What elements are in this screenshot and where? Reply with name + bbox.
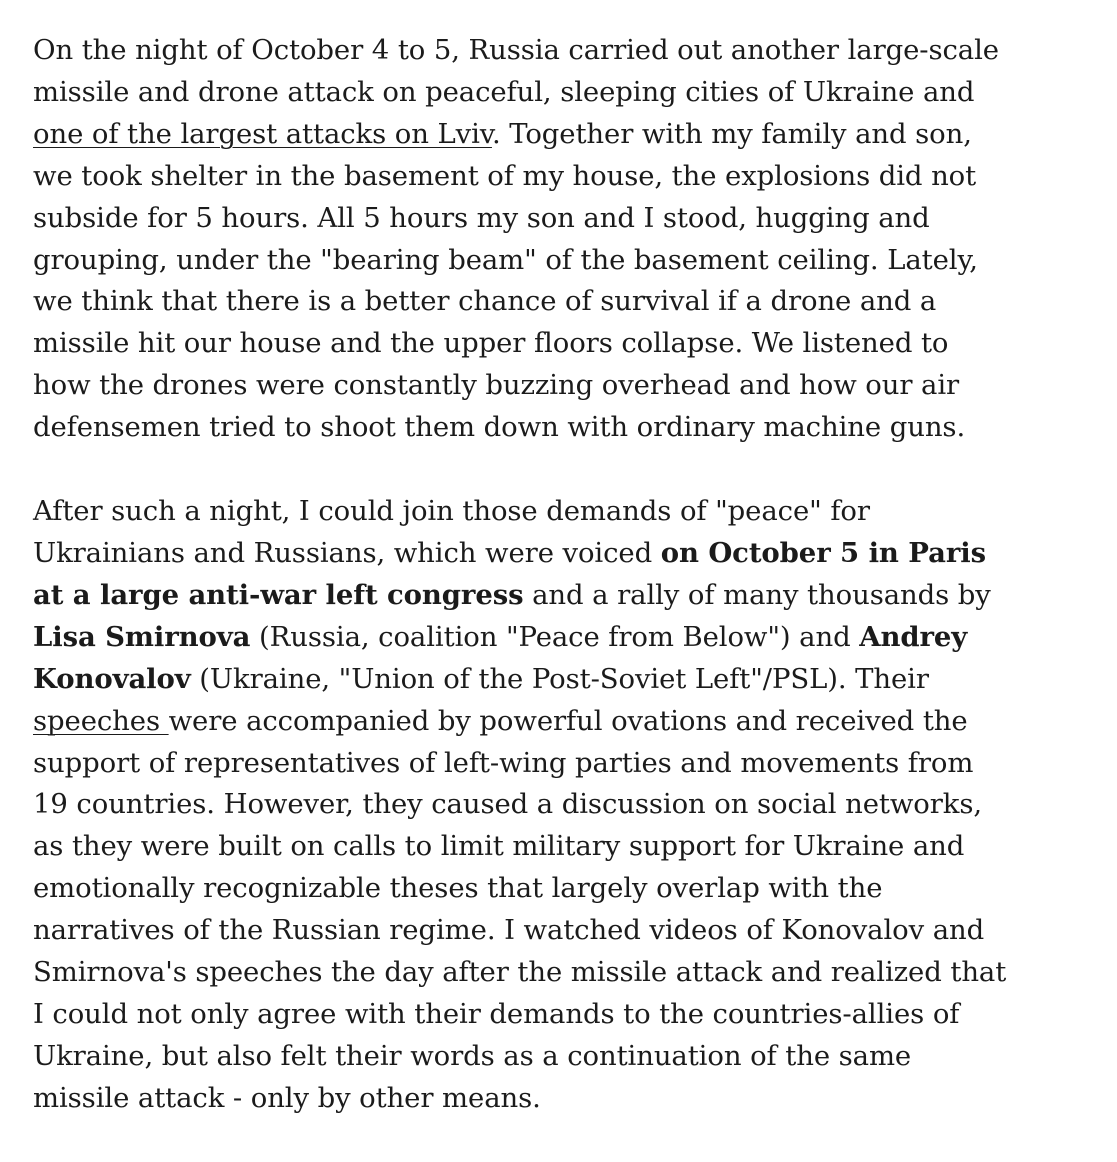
bold-text: on October 5 in Paris xyxy=(660,536,986,569)
paragraph-2 xyxy=(33,491,1073,1120)
bold-name-andrey: Andrey xyxy=(859,620,968,653)
paragraph-1 xyxy=(33,30,1073,449)
text-line: Smirnova's speeches the day after the missile attack and realized that xyxy=(33,956,1007,989)
article-body xyxy=(33,30,1073,1162)
text-line xyxy=(33,114,1073,156)
text-line: we think that there is a better chance of survival if a drone and a xyxy=(33,285,937,318)
speeches-link[interactable]: speeches xyxy=(33,704,169,737)
text-line: missile hit our house and the upper floors collapse. We listened to xyxy=(33,327,949,360)
text-line xyxy=(33,575,1073,617)
lviv-attack-link[interactable]: one of the largest attacks on Lviv xyxy=(33,117,492,150)
text-line: subside for 5 hours. All 5 hours my son and I stood, hugging and xyxy=(33,201,930,234)
text-line: we took shelter in the basement of my house, the explosions did not xyxy=(33,159,977,192)
text-line: grouping, under the "bearing beam" of the basement ceiling. Lately, xyxy=(33,243,978,276)
text-line: missile attack - only by other means. xyxy=(33,1081,541,1114)
text-line: how the drones were constantly buzzing overhead and how our air xyxy=(33,369,960,402)
text-line: On the night of October 4 to 5, Russia carried out another large-scale xyxy=(33,34,999,66)
text-line xyxy=(33,533,1073,575)
text-fragment: Ukrainians and Russians, which were voiced xyxy=(33,536,661,569)
text-fragment: (Ukraine, "Union of the Post-Soviet Left"/PSL). Their xyxy=(190,662,929,695)
bold-name-smirnova: Lisa Smirnova xyxy=(33,620,251,653)
text-line: support of representatives of left-wing parties and movements from xyxy=(33,746,974,779)
text-line: emotionally recognizable theses that largely overlap with the xyxy=(33,872,883,905)
text-fragment: (Russia, coalition "Peace from Below") and xyxy=(250,620,860,653)
text-line: missile and drone attack on peaceful, sleeping cities of Ukraine and xyxy=(33,75,975,108)
text-line: After such a night, I could join those demands of "peace" for xyxy=(33,495,870,528)
text-line: as they were built on calls to limit military support for Ukraine and xyxy=(33,830,965,863)
text-line: I could not only agree with their demands to the countries-allies of xyxy=(33,997,960,1030)
text-line: 19 countries. However, they caused a discussion on social networks, xyxy=(33,788,982,821)
text-fragment: were accompanied by powerful ovations and received the xyxy=(168,704,968,737)
bold-text: at a large anti-war left congress xyxy=(33,578,524,611)
bold-name-konovalov: Konovalov xyxy=(33,662,191,695)
text-line: Ukraine, but also felt their words as a continuation of the same xyxy=(33,1039,912,1072)
text-line xyxy=(33,701,1073,743)
text-line: defensemen tried to shoot them down with ordinary machine guns. xyxy=(33,411,966,444)
text-fragment: and a rally of many thousands by xyxy=(523,578,991,611)
text-line: narratives of the Russian regime. I watched videos of Konovalov and xyxy=(33,914,985,947)
text-fragment: . Together with my family and son, xyxy=(491,117,972,150)
text-line xyxy=(33,617,1073,659)
text-line xyxy=(33,659,1073,701)
